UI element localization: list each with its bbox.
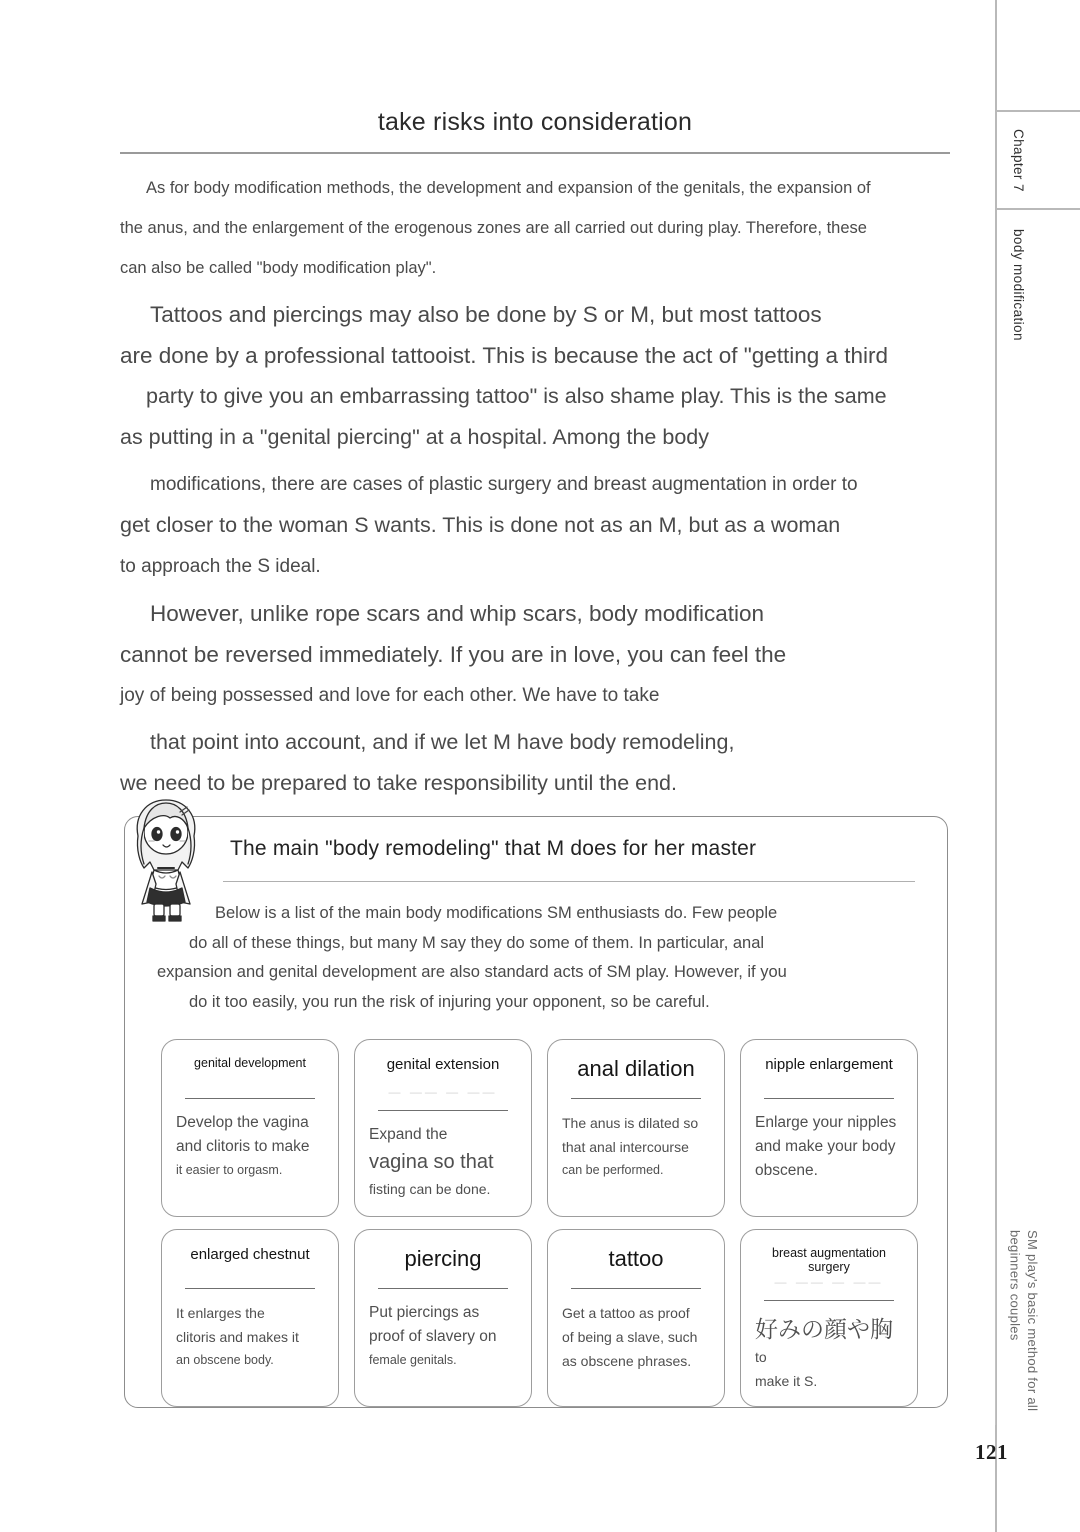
- modification-card: [354, 1039, 532, 1217]
- modification-card-line: and clitoris to make: [176, 1138, 310, 1156]
- chapter-topic-label: body modification: [1011, 229, 1026, 341]
- modification-card-title: genital extension: [386, 1056, 500, 1073]
- modification-card-line: The anus is dilated so: [562, 1115, 699, 1132]
- body-line: we need to be prepared to take responsibility until the end.: [120, 771, 677, 795]
- body-line: the anus, and the enlargement of the erogenous zones are all carried out during play. Therefore, these: [120, 219, 867, 237]
- body-line: cannot be reversed immediately. If you are in love, you can feel the: [120, 642, 787, 667]
- modification-card-title: breast augmentation surgery: [772, 1246, 886, 1275]
- modification-card-body: [176, 1301, 324, 1372]
- body-line: can also be called "body modification play".: [120, 259, 437, 277]
- modification-card-body: [562, 1301, 710, 1373]
- modification-card: [161, 1229, 339, 1407]
- modification-card-body: [369, 1123, 517, 1201]
- body-line: that point into account, and if we let M have body remodeling,: [150, 730, 735, 754]
- modification-card-line: Put piercings as: [369, 1304, 480, 1322]
- paragraph-2: [120, 294, 952, 458]
- faded-source-text: — —— — ——: [388, 1086, 498, 1098]
- modification-card-line: Get a tattoo as proof: [562, 1305, 690, 1322]
- body-line: get closer to the woman S wants. This is done not as an M, but as a woman: [120, 513, 841, 537]
- modification-card-divider: [185, 1098, 315, 1099]
- modification-card: [740, 1039, 918, 1217]
- modification-card-divider: [378, 1110, 508, 1111]
- paragraph-5: [120, 722, 952, 804]
- book-subtitle-label: SM play's basic method for all beginners couples: [1007, 1230, 1041, 1412]
- panel-intro-line: Below is a list of the main body modifications SM enthusiasts do. Few people: [215, 904, 778, 922]
- modification-card-line: as obscene phrases.: [562, 1353, 692, 1370]
- body-line: Tattoos and piercings may also be done by S or M, but most tattoos: [150, 302, 822, 327]
- modification-card-line: clitoris and makes it: [176, 1329, 299, 1346]
- modification-card-title: tattoo: [608, 1246, 664, 1271]
- modification-card-line: proof of slavery on: [369, 1328, 497, 1346]
- modification-card-line: It enlarges the: [176, 1305, 265, 1322]
- modification-card-body: [755, 1111, 903, 1183]
- modification-card-line: vagina so that: [369, 1151, 494, 1174]
- paragraph-4: [120, 593, 952, 716]
- modification-card-line: female genitals.: [369, 1353, 457, 1368]
- panel-intro-line: do all of these things, but many M say they do some of them. In particular, anal: [189, 933, 765, 952]
- body-line: However, unlike rope scars and whip scars, body modification: [150, 601, 765, 626]
- body-line: As for body modification methods, the development and expansion of the genitals, the expansion of: [146, 179, 871, 197]
- page-number: 121: [975, 1440, 1008, 1464]
- article-body: [120, 168, 952, 810]
- modification-card-body: [176, 1111, 324, 1182]
- modification-card-grid: [161, 1039, 917, 1407]
- body-line: are done by a professional tattooist. This is because the act of "getting a third: [120, 343, 889, 368]
- modification-card: [161, 1039, 339, 1217]
- modification-card: [740, 1229, 918, 1407]
- modification-card-title: anal dilation: [577, 1056, 695, 1081]
- book-subtitle-rail: [995, 1230, 1041, 1425]
- chapter-rail-tab-topic: [997, 210, 1080, 360]
- modification-card-line: make it S.: [755, 1373, 818, 1390]
- modification-card-divider: [764, 1300, 894, 1301]
- modification-card-body: [755, 1313, 903, 1393]
- chapter-label: Chapter 7: [1011, 128, 1026, 192]
- modification-card-line: that anal intercourse: [562, 1139, 689, 1156]
- body-line: as putting in a "genital piercing" at a hospital. Among the body: [120, 425, 709, 449]
- body-line: joy of being possessed and love for each other. We have to take: [120, 685, 660, 706]
- modification-card-divider: [571, 1098, 701, 1099]
- title-divider: [120, 152, 950, 154]
- modification-card-title: nipple enlargement: [765, 1056, 893, 1073]
- page-title: take risks into consideration: [377, 108, 693, 136]
- modification-card-line: can be performed.: [562, 1163, 664, 1178]
- body-line: party to give you an embarrassing tattoo" is also shame play. This is the same: [146, 384, 887, 408]
- modification-card-title: enlarged chestnut: [190, 1246, 310, 1263]
- paragraph-1: [120, 168, 952, 288]
- modification-card-line: Expand the: [369, 1126, 448, 1144]
- modification-card-line: of being a slave, such: [562, 1329, 698, 1346]
- panel-divider: [223, 881, 915, 882]
- modification-card-line: it easier to orgasm.: [176, 1163, 283, 1178]
- modification-card: [547, 1229, 725, 1407]
- panel-title: The main "body remodeling" that M does for her master: [230, 837, 757, 860]
- panel-intro: [157, 899, 927, 1017]
- modification-card-body: [369, 1301, 517, 1372]
- paragraph-3: [120, 464, 952, 587]
- modification-card-title: piercing: [404, 1246, 482, 1271]
- faded-source-text: — —— — ——: [774, 1276, 884, 1288]
- chapter-rail-tab-chapter: [997, 110, 1080, 210]
- body-remodeling-panel: [124, 816, 948, 1408]
- modification-card-line: an obscene body.: [176, 1353, 274, 1368]
- modification-card: [354, 1229, 532, 1407]
- panel-intro-line: do it too easily, you run the risk of injuring your opponent, so be careful.: [189, 992, 710, 1011]
- modification-card-title: genital development: [194, 1056, 306, 1070]
- body-line: modifications, there are cases of plastic surgery and breast augmentation in order to: [150, 474, 858, 495]
- modification-card-divider: [185, 1288, 315, 1289]
- modification-card-divider: [571, 1288, 701, 1289]
- body-line: to approach the S ideal.: [120, 556, 321, 577]
- modification-card-line: Enlarge your nipples: [755, 1114, 897, 1132]
- modification-card-line: fisting can be done.: [369, 1181, 491, 1198]
- modification-card-line: 好みの顔や胸: [755, 1316, 893, 1343]
- panel-intro-line: expansion and genital development are also standard acts of SM play. However, if you: [157, 963, 787, 981]
- modification-card-divider: [764, 1098, 894, 1099]
- modification-card-line: and make your body: [755, 1138, 896, 1156]
- modification-card-divider: [378, 1288, 508, 1289]
- modification-card-line: Develop the vagina: [176, 1114, 309, 1132]
- modification-card-line: to: [755, 1349, 767, 1366]
- chibi-mascot-icon: [118, 792, 214, 924]
- modification-card-line: obscene.: [755, 1162, 818, 1180]
- modification-card: [547, 1039, 725, 1217]
- modification-card-body: [562, 1111, 710, 1182]
